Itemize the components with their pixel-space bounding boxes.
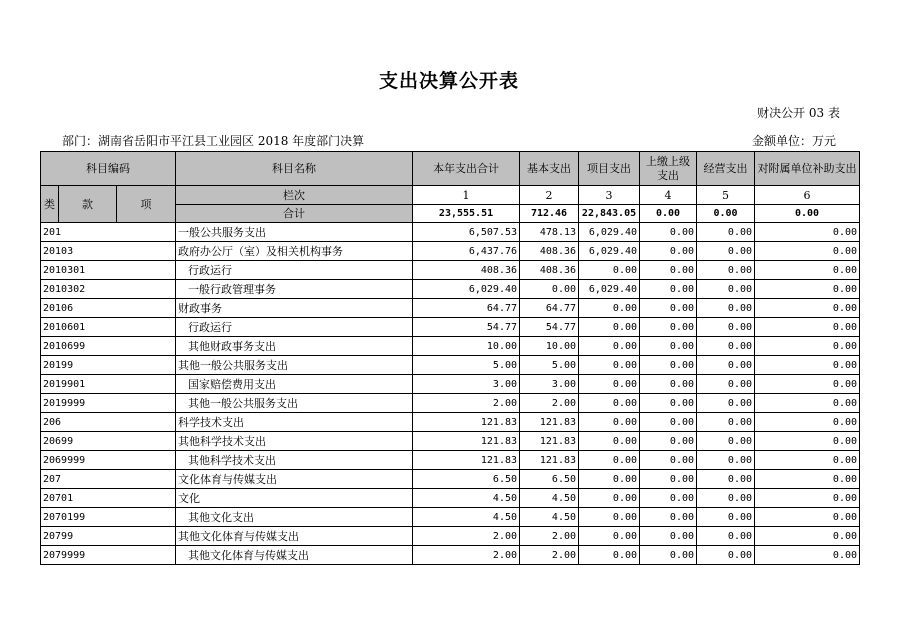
expenditure-table: [40, 151, 860, 565]
amount-cell: 408.36: [413, 261, 520, 280]
amount-cell: 0.00: [579, 527, 640, 546]
amount-cell: 6,029.40: [579, 223, 640, 242]
amount-cell: 0.00: [640, 508, 697, 527]
amount-cell: 0.00: [579, 356, 640, 375]
table-row: [41, 261, 860, 280]
amount-cell: 121.83: [520, 413, 579, 432]
amount-cell: 0.00: [640, 413, 697, 432]
table-row: [41, 337, 860, 356]
total-value: 22,843.05: [579, 205, 640, 223]
amount-cell: 0.00: [697, 527, 755, 546]
subject-name-cell: 其他科学技术支出: [176, 451, 413, 470]
table-row: [41, 432, 860, 451]
department-label: 部门：湖南省岳阳市平江县工业园区 2018 年度部门决算: [62, 134, 365, 148]
subject-code-cell: 20103: [41, 242, 176, 261]
header-business: 经营支出: [697, 152, 755, 186]
amount-cell: 0.00: [755, 223, 860, 242]
amount-cell: 64.77: [520, 299, 579, 318]
table-row: [41, 413, 860, 432]
form-number: 财决公开 03 表: [757, 106, 840, 120]
table-row: [41, 527, 860, 546]
subject-name-cell: 行政运行: [176, 261, 413, 280]
col-num: 1: [413, 186, 520, 205]
subject-name-cell: 财政事务: [176, 299, 413, 318]
table-row: [41, 451, 860, 470]
subject-name-cell: 其他文化支出: [176, 508, 413, 527]
subject-name-cell: 科学技术支出: [176, 413, 413, 432]
header-subject-code: 科目编码: [41, 152, 176, 186]
subject-code-cell: 20799: [41, 527, 176, 546]
amount-cell: 0.00: [697, 261, 755, 280]
amount-cell: 0.00: [640, 470, 697, 489]
amount-unit-label: 金额单位：万元: [751, 134, 836, 148]
amount-cell: 0.00: [579, 394, 640, 413]
amount-cell: 0.00: [697, 375, 755, 394]
amount-cell: 121.83: [520, 451, 579, 470]
amount-cell: 0.00: [697, 413, 755, 432]
amount-cell: 0.00: [640, 489, 697, 508]
amount-cell: 0.00: [579, 261, 640, 280]
subject-code-cell: 207: [41, 470, 176, 489]
header-kuan: 款: [59, 186, 117, 223]
header-subject-name: 科目名称: [176, 152, 413, 186]
amount-cell: 0.00: [579, 337, 640, 356]
header-upper: 上缴上级支出: [640, 152, 697, 186]
document-title: 支出决算公开表: [378, 70, 519, 92]
amount-cell: 0.00: [640, 375, 697, 394]
subject-name-cell: 一般行政管理事务: [176, 280, 413, 299]
amount-cell: 0.00: [579, 546, 640, 565]
subject-code-cell: 2010301: [41, 261, 176, 280]
table-row: [41, 318, 860, 337]
subject-name-cell: 国家赔偿费用支出: [176, 375, 413, 394]
col-num: 6: [755, 186, 860, 205]
amount-cell: 0.00: [520, 280, 579, 299]
amount-cell: 10.00: [520, 337, 579, 356]
subject-code-cell: 206: [41, 413, 176, 432]
amount-cell: 5.00: [413, 356, 520, 375]
subject-name-cell: 政府办公厅（室）及相关机构事务: [176, 242, 413, 261]
subject-name-cell: 文化体育与传媒支出: [176, 470, 413, 489]
subject-code-cell: 2070199: [41, 508, 176, 527]
column-number-row: [41, 186, 860, 205]
amount-cell: 54.77: [413, 318, 520, 337]
total-value: 0.00: [697, 205, 755, 223]
subject-name-cell: 其他文化体育与传媒支出: [176, 546, 413, 565]
amount-cell: 0.00: [579, 451, 640, 470]
amount-cell: 0.00: [579, 508, 640, 527]
subject-name-cell: 行政运行: [176, 318, 413, 337]
header-subsidy: 对附属单位补助支出: [755, 152, 860, 186]
amount-cell: 121.83: [413, 413, 520, 432]
amount-cell: 0.00: [579, 375, 640, 394]
amount-cell: 0.00: [697, 489, 755, 508]
amount-cell: 0.00: [640, 318, 697, 337]
amount-cell: 0.00: [755, 280, 860, 299]
amount-cell: 0.00: [640, 432, 697, 451]
subject-name-cell: 其他一般公共服务支出: [176, 394, 413, 413]
header-project: 项目支出: [579, 152, 640, 186]
subject-name-cell: 其他科学技术支出: [176, 432, 413, 451]
subject-code-cell: 20106: [41, 299, 176, 318]
amount-cell: 0.00: [755, 432, 860, 451]
amount-cell: 0.00: [579, 299, 640, 318]
amount-cell: 2.00: [520, 546, 579, 565]
amount-cell: 2.00: [520, 527, 579, 546]
total-value: 23,555.51: [413, 205, 520, 223]
total-value: 0.00: [755, 205, 860, 223]
amount-cell: 0.00: [755, 508, 860, 527]
amount-cell: 6,437.76: [413, 242, 520, 261]
amount-cell: 4.50: [413, 508, 520, 527]
amount-cell: 6,029.40: [413, 280, 520, 299]
amount-cell: 121.83: [413, 432, 520, 451]
col-num: 2: [520, 186, 579, 205]
amount-cell: 0.00: [640, 527, 697, 546]
amount-cell: 0.00: [640, 261, 697, 280]
amount-cell: 0.00: [755, 375, 860, 394]
amount-cell: 0.00: [640, 451, 697, 470]
header-basic: 基本支出: [520, 152, 579, 186]
subject-code-cell: 2010302: [41, 280, 176, 299]
header-lanci: 栏次: [176, 186, 413, 205]
table-row: [41, 223, 860, 242]
header-lei: 类: [41, 186, 59, 223]
amount-cell: 6.50: [413, 470, 520, 489]
amount-cell: 5.00: [520, 356, 579, 375]
table-row: [41, 375, 860, 394]
amount-cell: 0.00: [755, 546, 860, 565]
amount-cell: 0.00: [640, 394, 697, 413]
subject-code-cell: 2079999: [41, 546, 176, 565]
amount-cell: 0.00: [697, 280, 755, 299]
amount-cell: 0.00: [697, 337, 755, 356]
amount-cell: 0.00: [755, 413, 860, 432]
amount-cell: 0.00: [640, 299, 697, 318]
subject-code-cell: 20701: [41, 489, 176, 508]
amount-cell: 0.00: [697, 451, 755, 470]
col-num: 3: [579, 186, 640, 205]
amount-cell: 6,029.40: [579, 280, 640, 299]
amount-cell: 0.00: [755, 489, 860, 508]
table-row: [41, 280, 860, 299]
subject-name-cell: 一般公共服务支出: [176, 223, 413, 242]
amount-cell: 0.00: [755, 527, 860, 546]
amount-cell: 0.00: [755, 470, 860, 489]
amount-cell: 0.00: [579, 432, 640, 451]
amount-cell: 408.36: [520, 261, 579, 280]
amount-cell: 0.00: [640, 280, 697, 299]
col-num: 5: [697, 186, 755, 205]
table-row: [41, 299, 860, 318]
col-num: 4: [640, 186, 697, 205]
header-xiang: 项: [117, 186, 176, 223]
amount-cell: 0.00: [640, 546, 697, 565]
amount-cell: 2.00: [413, 527, 520, 546]
amount-cell: 408.36: [520, 242, 579, 261]
total-label: 合计: [176, 205, 413, 223]
amount-cell: 54.77: [520, 318, 579, 337]
amount-cell: 6,029.40: [579, 242, 640, 261]
amount-cell: 0.00: [755, 394, 860, 413]
amount-cell: 0.00: [640, 337, 697, 356]
amount-cell: 0.00: [697, 394, 755, 413]
amount-cell: 0.00: [697, 470, 755, 489]
table-row: [41, 508, 860, 527]
subject-name-cell: 其他一般公共服务支出: [176, 356, 413, 375]
amount-cell: 0.00: [697, 432, 755, 451]
amount-cell: 0.00: [755, 299, 860, 318]
subject-name-cell: 文化: [176, 489, 413, 508]
subject-code-cell: 2069999: [41, 451, 176, 470]
subject-name-cell: 其他财政事务支出: [176, 337, 413, 356]
amount-cell: 0.00: [697, 508, 755, 527]
amount-cell: 0.00: [579, 413, 640, 432]
amount-cell: 2.00: [413, 394, 520, 413]
amount-cell: 0.00: [579, 470, 640, 489]
amount-cell: 0.00: [755, 337, 860, 356]
amount-cell: 0.00: [697, 318, 755, 337]
amount-cell: 0.00: [697, 546, 755, 565]
amount-cell: 0.00: [755, 242, 860, 261]
subject-code-cell: 20199: [41, 356, 176, 375]
table-row: [41, 394, 860, 413]
table-row: [41, 242, 860, 261]
amount-cell: 4.50: [520, 508, 579, 527]
table-row: [41, 546, 860, 565]
amount-cell: 0.00: [697, 299, 755, 318]
amount-cell: 0.00: [755, 356, 860, 375]
amount-cell: 10.00: [413, 337, 520, 356]
subject-code-cell: 201: [41, 223, 176, 242]
subject-code-cell: 2019999: [41, 394, 176, 413]
total-value: 712.46: [520, 205, 579, 223]
amount-cell: 0.00: [697, 242, 755, 261]
subject-code-cell: 2019901: [41, 375, 176, 394]
table-row: [41, 356, 860, 375]
total-value: 0.00: [640, 205, 697, 223]
amount-cell: 0.00: [755, 318, 860, 337]
amount-cell: 6,507.53: [413, 223, 520, 242]
subject-code-cell: 2010601: [41, 318, 176, 337]
amount-cell: 121.83: [520, 432, 579, 451]
amount-cell: 0.00: [640, 356, 697, 375]
table-row: [41, 470, 860, 489]
amount-cell: 0.00: [579, 318, 640, 337]
amount-cell: 0.00: [755, 261, 860, 280]
amount-cell: 2.00: [520, 394, 579, 413]
amount-cell: 0.00: [640, 223, 697, 242]
amount-cell: 0.00: [640, 242, 697, 261]
amount-cell: 3.00: [520, 375, 579, 394]
amount-cell: 0.00: [579, 489, 640, 508]
amount-cell: 6.50: [520, 470, 579, 489]
amount-cell: 478.13: [520, 223, 579, 242]
amount-cell: 4.50: [413, 489, 520, 508]
subject-code-cell: 2010699: [41, 337, 176, 356]
amount-cell: 0.00: [755, 451, 860, 470]
amount-cell: 2.00: [413, 546, 520, 565]
amount-cell: 64.77: [413, 299, 520, 318]
amount-cell: 3.00: [413, 375, 520, 394]
amount-cell: 121.83: [413, 451, 520, 470]
table-row: [41, 489, 860, 508]
subject-name-cell: 其他文化体育与传媒支出: [176, 527, 413, 546]
amount-cell: 4.50: [520, 489, 579, 508]
amount-cell: 0.00: [697, 356, 755, 375]
header-row: [41, 152, 860, 186]
amount-cell: 0.00: [697, 223, 755, 242]
header-total: 本年支出合计: [413, 152, 520, 186]
subject-code-cell: 20699: [41, 432, 176, 451]
